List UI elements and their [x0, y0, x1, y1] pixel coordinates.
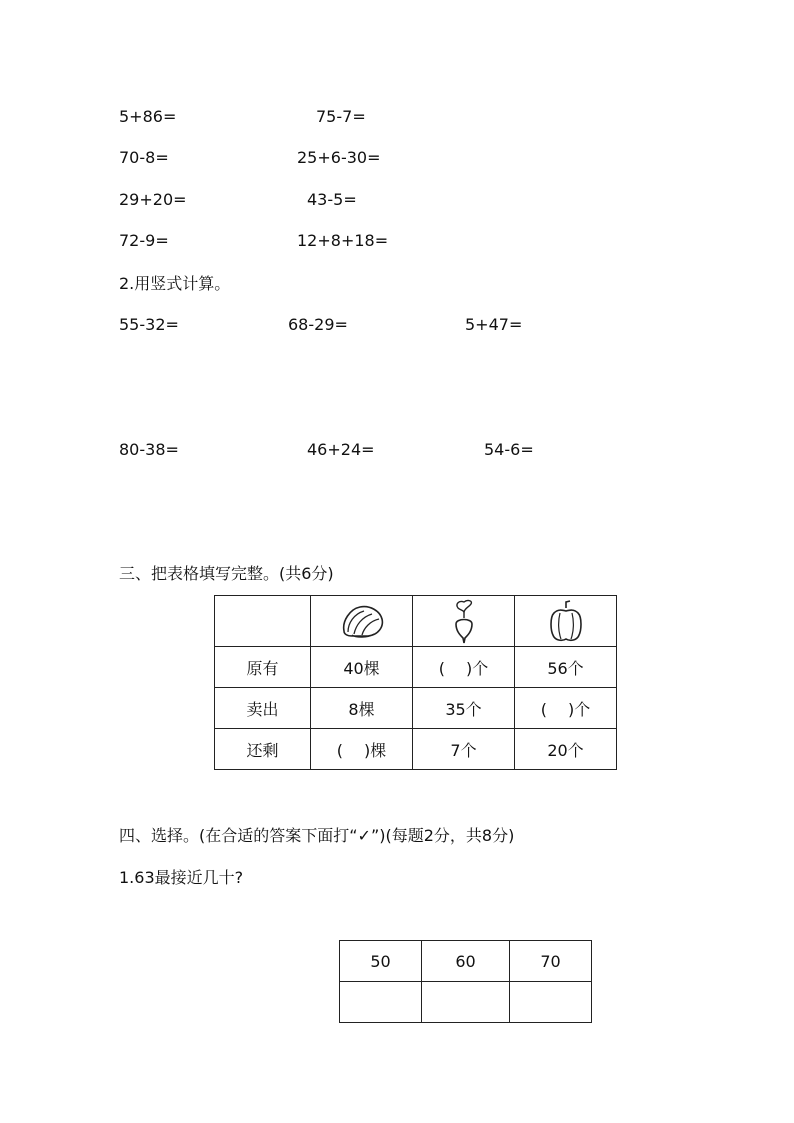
oral-problem: 12+8+18=: [297, 231, 389, 250]
vertical-problem: 5+47=: [465, 315, 523, 334]
table-row: [215, 647, 617, 688]
vertical-problem: 54-6=: [484, 440, 534, 459]
table-cell: 20个: [515, 729, 617, 770]
oral-problem: 72-9=: [119, 231, 169, 250]
table-cell: [215, 596, 311, 647]
vertical-problem: 68-29=: [288, 315, 348, 334]
oral-problem: 75-7=: [316, 107, 366, 126]
table-cell: [515, 596, 617, 647]
cabbage-icon: [338, 601, 386, 641]
oral-problem: 29+20=: [119, 190, 187, 209]
table-cell: 7个: [413, 729, 515, 770]
answer-cell[interactable]: [510, 982, 592, 1023]
pepper-icon: [546, 599, 586, 643]
oral-problem: 25+6-30=: [297, 148, 381, 167]
oral-problem: 5+86=: [119, 107, 177, 126]
oral-problem: 43-5=: [307, 190, 357, 209]
table-row: [215, 688, 617, 729]
table-cell: [311, 596, 413, 647]
choice-answer-row: [340, 982, 592, 1023]
row-label: 原有: [215, 647, 311, 688]
answer-cell[interactable]: [422, 982, 510, 1023]
table-header-row: [215, 596, 617, 647]
section4-title: 四、选择。(在合适的答案下面打“✓”)(每题2分，共8分): [119, 826, 515, 845]
question-1: 1.63最接近几十?: [119, 868, 244, 887]
table-cell: [413, 596, 515, 647]
radish-icon: [447, 598, 481, 644]
vertical-problem: 80-38=: [119, 440, 179, 459]
section3-title: 三、把表格填写完整。(共6分): [119, 564, 334, 583]
vertical-heading: 2.用竖式计算。: [119, 274, 231, 293]
row-label: 还剩: [215, 729, 311, 770]
vertical-problem: 55-32=: [119, 315, 179, 334]
answer-cell[interactable]: [340, 982, 422, 1023]
table-cell: 35个: [413, 688, 515, 729]
blank-answer-cell[interactable]: ( )棵: [311, 729, 413, 770]
choice-option: 70: [510, 941, 592, 982]
table-cell: 56个: [515, 647, 617, 688]
choice-options-row: [340, 941, 592, 982]
table-cell: 8棵: [311, 688, 413, 729]
table-row: [215, 729, 617, 770]
row-label: 卖出: [215, 688, 311, 729]
blank-answer-cell[interactable]: ( )个: [413, 647, 515, 688]
oral-problem: 70-8=: [119, 148, 169, 167]
choice-option: 60: [422, 941, 510, 982]
vertical-problem: 46+24=: [307, 440, 375, 459]
vegetable-table: [214, 595, 617, 770]
choice-option: 50: [340, 941, 422, 982]
choice-table: [339, 940, 592, 1023]
table-cell: 40棵: [311, 647, 413, 688]
blank-answer-cell[interactable]: ( )个: [515, 688, 617, 729]
